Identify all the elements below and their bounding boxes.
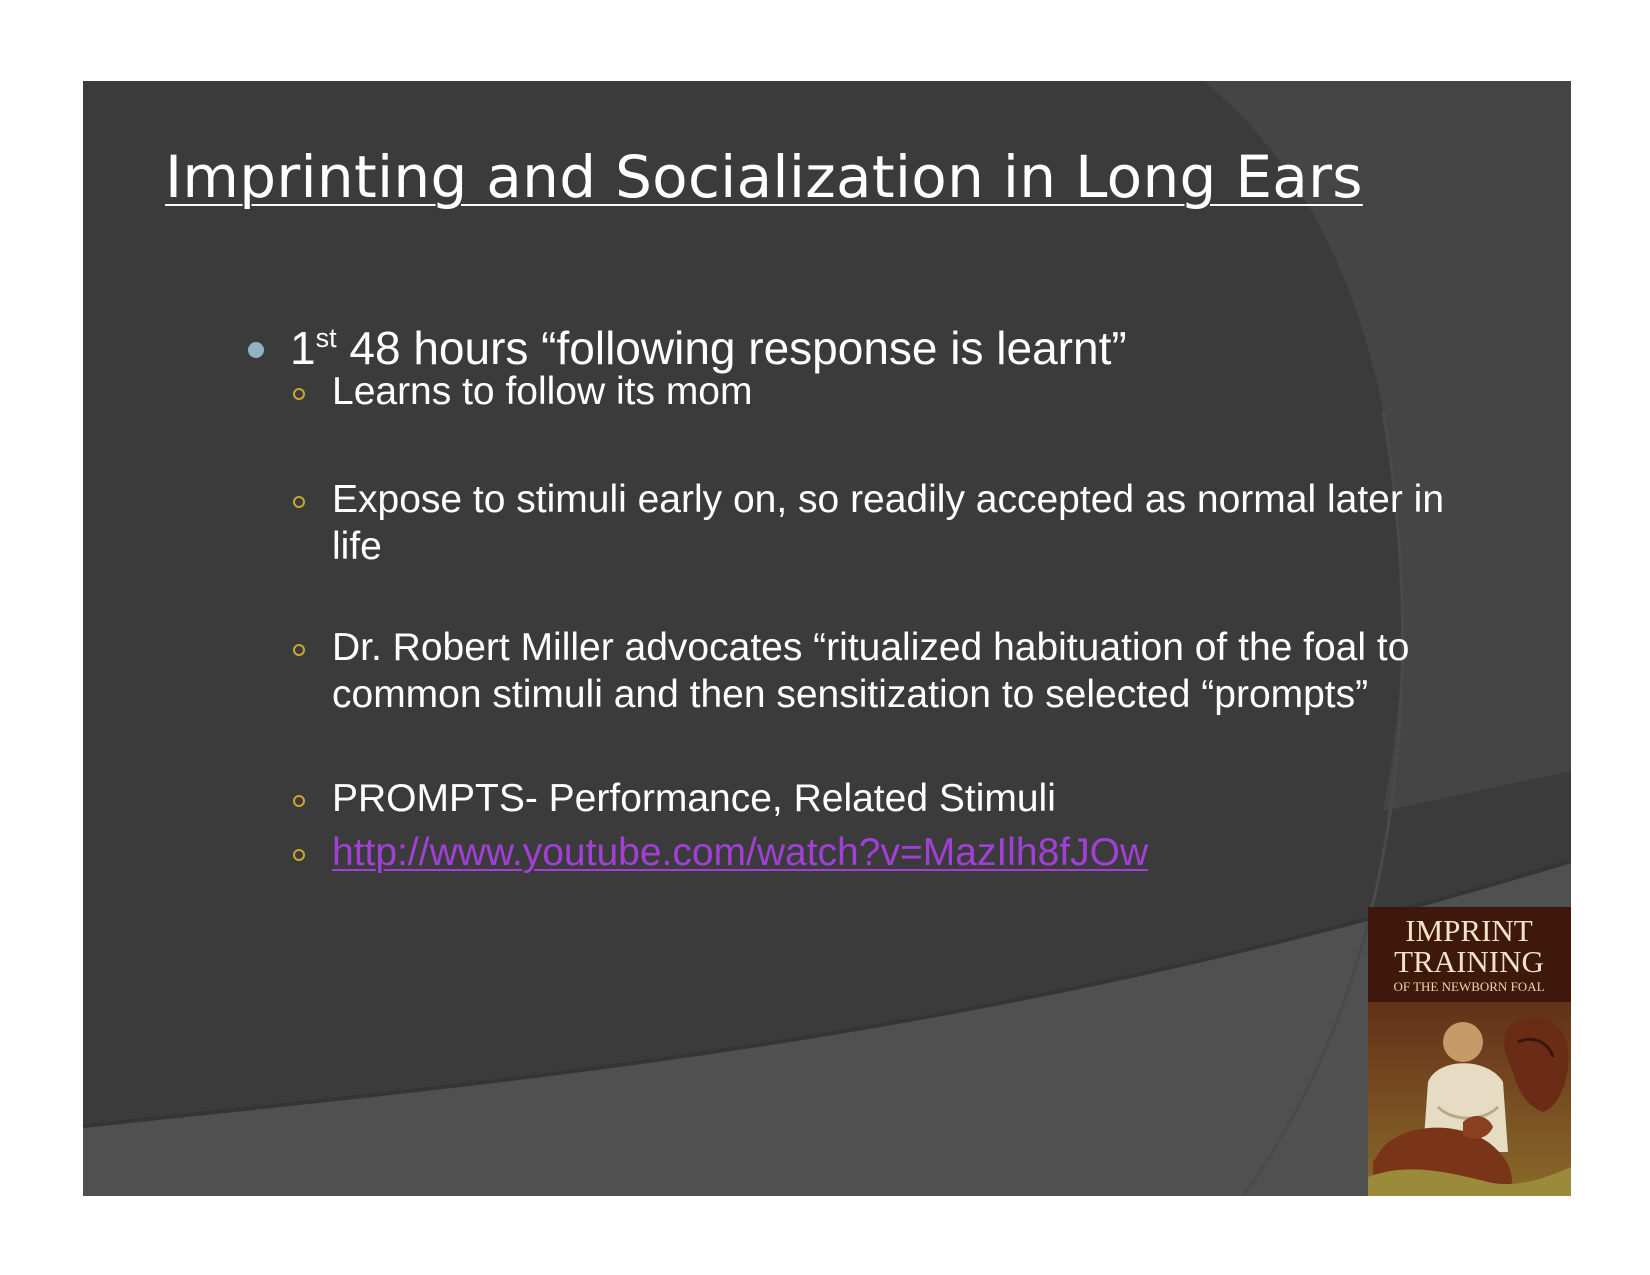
sub-bullet-text: Dr. Robert Miller advocates “ritualized habituation of the foal to common stimuli and then sensitization to selected “prompts”	[332, 626, 1410, 716]
main-bullet	[248, 321, 1127, 375]
sub-bullet-link	[293, 829, 1148, 876]
sub-bullet-3	[293, 624, 1482, 718]
book-subtitle: OF THE NEWBORN FOAL	[1393, 979, 1545, 994]
ring-bullet-icon	[293, 388, 305, 400]
book-cover-illustration	[1368, 907, 1571, 1196]
ring-bullet-icon	[293, 496, 305, 508]
main-bullet-text	[290, 321, 1127, 375]
sub-bullet-4	[293, 775, 1482, 822]
slide-title: Imprinting and Socialization in Long Ears	[165, 143, 1363, 211]
book-title-line2: TRAINING	[1394, 944, 1544, 979]
youtube-link[interactable]: http://www.youtube.com/watch?v=MazIlh8fJOw	[332, 831, 1149, 874]
book-title-line1: IMPRINT	[1405, 913, 1533, 948]
sub-bullet-2	[293, 476, 1482, 570]
sub-bullet-text: Expose to stimuli early on, so readily accepted as normal later in life	[332, 478, 1445, 568]
main-bullet-superscript: st	[315, 323, 337, 353]
sub-bullet-text: PROMPTS- Performance, Related Stimuli	[332, 777, 1056, 820]
ring-bullet-icon	[293, 849, 305, 861]
ring-bullet-icon	[293, 795, 305, 807]
book-cover-image	[1368, 907, 1571, 1196]
slide-content	[83, 81, 1571, 1196]
sub-bullet-text: Learns to follow its mom	[332, 370, 753, 413]
bullet-dot-icon	[248, 342, 264, 358]
main-bullet-rest: 48 hours “following response is learnt”	[336, 322, 1127, 374]
sub-bullet-1	[293, 368, 1482, 415]
ring-bullet-icon	[293, 644, 305, 656]
main-bullet-prefix: 1	[290, 322, 316, 374]
slide	[83, 81, 1571, 1196]
